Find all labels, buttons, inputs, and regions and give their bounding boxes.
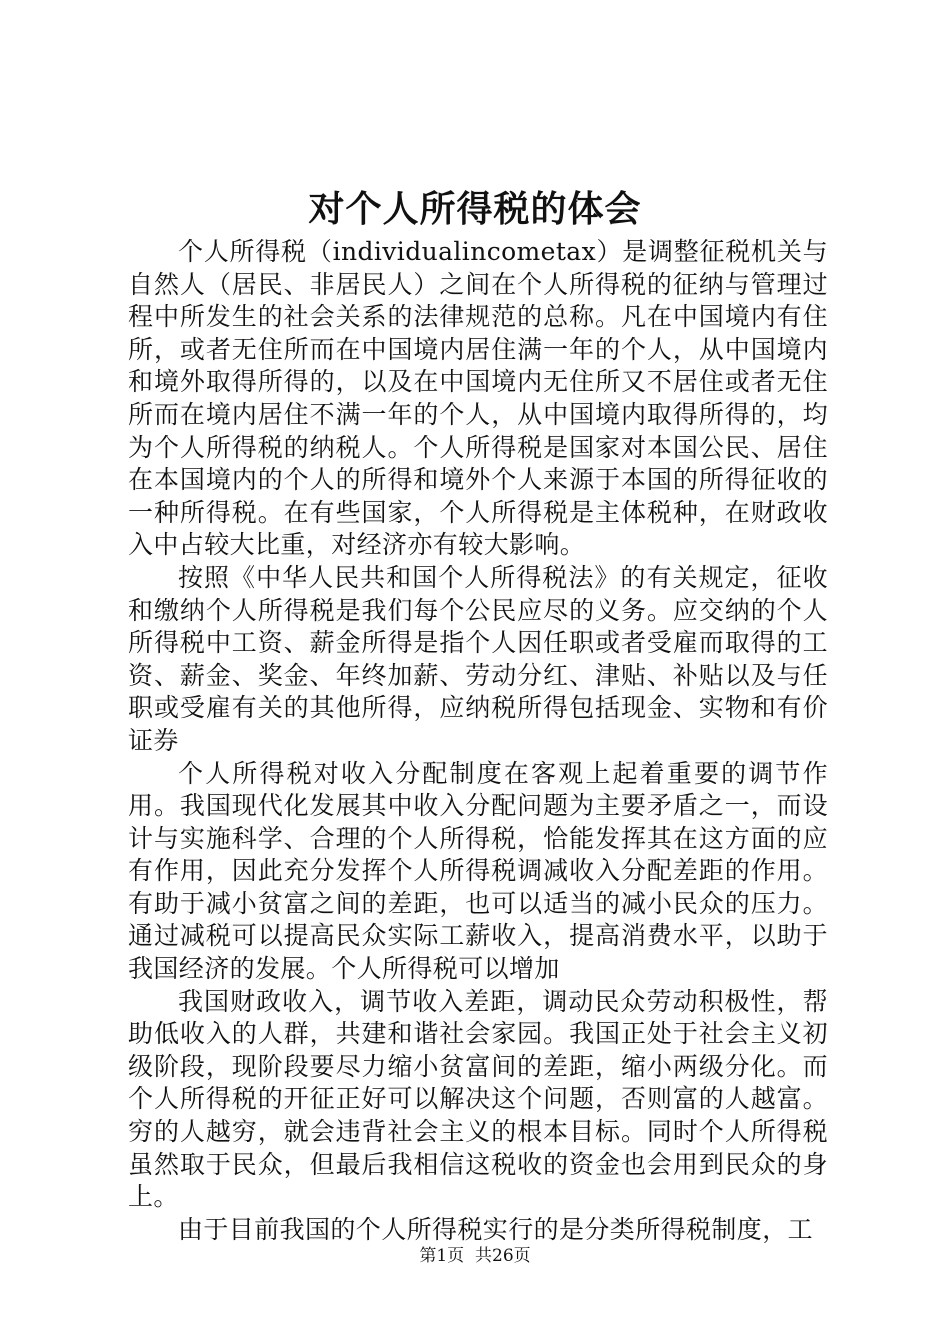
paragraph-5: 由于目前我国的个人所得税实行的是分类所得税制度，工 [178,1214,814,1244]
paragraph-1: 个人所得税（individualincometax）是调整征税机关与自然人（居民、非居民人）之间在个人所得税的征纳与管理过程中所发生的社会关系的法律规范的总称。凡在中国境内有住所，或者无住所而在中国境内居住满一年的个人，从中国境内和境外取得所得的，以及在中国境内无住所又不居住或者无住所而在境内居住不满一年的个人，从中国境内取得所得的，均为个人所得税的纳税人。个人所得税是国家对本国公民、居住在本国境内的个人的所得和境外个人来源于本国的所得征收的一种所得税。在有些国家，个人所得税是主体税种，在财政收入中占较大比重，对经济亦有较大影响。 [128,237,828,560]
paragraph-3: 个人所得税对收入分配制度在客观上起着重要的调节作用。我国现代化发展其中收入分配问题为主要矛盾之一，而设计与实施科学、合理的个人所得税，恰能发挥其在这方面的应有作用，因此充分发挥个人所得税调减收入分配差距的作用。有助于减小贫富之间的差距，也可以适当的减小民众的压力。通过减税可以提高民众实际工薪收入，提高消费水平，以助于我国经济的发展。个人所得税可以增加 [128,758,828,984]
page-number: 第1页 [419,1246,465,1266]
paragraph-4: 我国财政收入，调节收入差距，调动民众劳动积极性，帮助低收入的人群，共建和谐社会家园。我国正处于社会主义初级阶段，现阶段要尽力缩小贫富间的差距，缩小两级分化。而个人所得税的开征正好可以解决这个问题，否则富的人越富。穷的人越穷，就会违背社会主义的根本目标。同时个人所得税虽然取于民众，但最后我相信这税收的资金也会用到民众的身上。 [128,986,828,1212]
paragraph-2: 按照《中华人民共和国个人所得税法》的有关规定，征收和缴纳个人所得税是我们每个公民应尽的义务。应交纳的个人所得税中工资、薪金所得是指个人因任职或者受雇而取得的工资、薪金、奖金、年终加薪、劳动分红、津贴、补贴以及与任职或受雇有关的其他所得，应纳税所得包括现金、实物和有价证券 [128,562,828,755]
document-title: 对个人所得税的体会 [308,188,642,230]
page-total: 共26页 [475,1246,531,1266]
page-footer [0,1244,950,1268]
document-body [128,236,828,1246]
